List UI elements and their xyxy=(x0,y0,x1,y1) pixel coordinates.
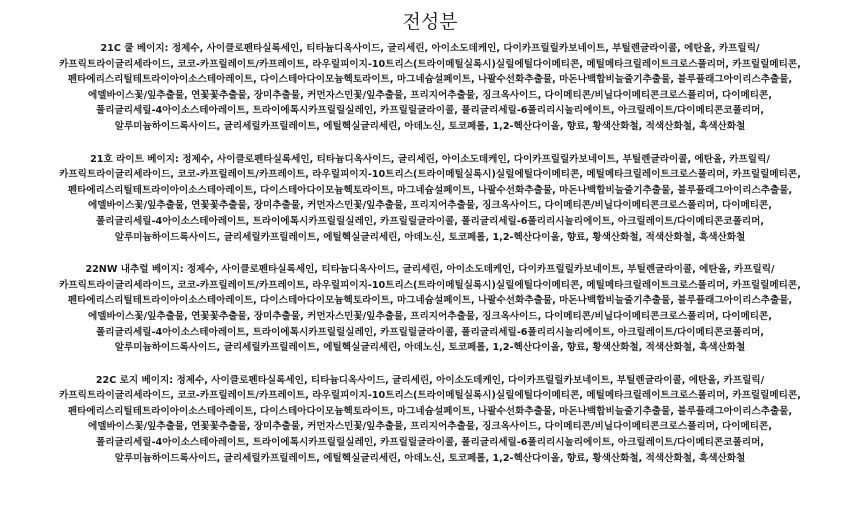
name-separator: : xyxy=(169,374,177,386)
ingredient-list: 정제수, 사이클로펜타실록세인, 티타늄디옥사이드, 글리세린, 아이소도데케인, 다이카프릴릴카보네이트, 부틸렌글라이콜, 에탄올, 카프릴릭/카프릭트라이글리세라이드, 코코-카프릴레이트/카프레이트, 라우릴피이지-10트리스(트라이메틸실록시)실릴에틸다이메티콘, 메틸메타크릴레이트크로스폴리머, 카프릴릴메티콘, 펜타에리스리틸테트라이아이소스테아레이트, 다이스테아다이모늄헥토라이트, 마그네슘설페이트, 나팔수선화추출물, 마돈나백합비늘줄기추출물, 블루플래그아이리스추출물, 에델바이스꽃/잎추출물, 연꽃꽃추출물, 장미추출물, 커먼자스민꽃/잎추출물, 프리지어추출물, 징크옥사이드, 다이메티콘/비닐다이메티콘크로스폴리머, 다이메티콘, 폴리글리세릴-4아이소스테아레이트, 트라이에톡시카프릴릴실레인, 카프릴릴글라이콜, 폴리글리세릴-6폴리리시놀리에이트, 아크릴레이트/다이메티콘코폴리머, 알루미늄하이드록사이드, 글리세릴카프릴레이트, 에틸헥실글리세린, 아데노신, 토코페롤, 1,2-헥산다이올, 향료, 황색산화철, 적색산화철, 흑색산화철 xyxy=(59,153,801,243)
ingredient-list: 정제수, 사이클로펜타실록세인, 티타늄디옥사이드, 글리세린, 아이소도데케인, 다이카프릴릴카보네이트, 부틸렌글라이콜, 에탄올, 카프릴릭/카프릭트라이글리세라이드, 코코-카프릴레이트/카프레이트, 라우릴피이지-10트리스(트라이메틸실록시)실릴에틸다이메티콘, 메틸메타크릴레이트크로스폴리머, 카프릴릴메티콘, 펜타에리스리틸테트라이아이소스테아레이트, 다이스테아다이모늄헥토라이트, 마그네슘설페이트, 나팔수선화추출물, 마돈나백합비늘줄기추출물, 블루플래그아이리스추출물, 에델바이스꽃/잎추출물, 연꽃꽃추출물, 장미추출물, 커먼자스민꽃/잎추출물, 프리지어추출물, 징크옥사이드, 다이메티콘/비닐다이메티콘크로스폴리머, 다이메티콘, 폴리글리세릴-4아이소스테아레이트, 트라이에톡시카프릴릴실레인, 카프릴릴글라이콜, 폴리글리세릴-6폴리리시놀리에이트, 아크릴레이트/다이메티콘코폴리머, 알루미늄하이드록사이드, 글리세릴카프릴레이트, 에틸헥실글리세린, 아데노신, 토코페롤, 1,2-헥산다이올, 향료, 황색산화철, 적색산화철, 흑색산화철 xyxy=(59,374,801,464)
shade-name: 22C 로지 베이지 xyxy=(95,374,170,386)
name-separator: : xyxy=(179,264,187,276)
ingredient-section-22c xyxy=(58,373,802,467)
shade-name: 21C 쿨 베이지 xyxy=(100,43,165,54)
ingredient-section-22nw xyxy=(58,262,802,356)
ingredient-list: 정제수, 사이클로펜타실록세인, 티타늄디옥사이드, 글리세린, 아이소도데케인, 다이카프릴릴카보네이트, 부틸렌글라이콜, 에탄올, 카프릴릭/카프릭트라이글리세라이드, 코코-카프릴레이트/카프레이트, 라우릴피이지-10트리스(트라이메틸실록시)실릴에틸다이메티콘, 메틸메타크릴레이트크로스폴리머, 카프릴릴메티콘, 펜타에리스리틸테트라이아이소스테아레이트, 다이스테아다이모늄헥토라이트, 마그네슘설페이트, 나팔수선화추출물, 마돈나백합비늘줄기추출물, 블루플래그아이리스추출물, 에델바이스꽃/잎추출물, 연꽃꽃추출물, 장미추출물, 커먼자스민꽃/잎추출물, 프리지어추출물, 징크옥사이드, 다이메티콘/비닐다이메티콘크로스폴리머, 다이메티콘, 폴리글리세릴-4아이소스테아레이트, 트라이에톡시카프릴릴실레인, 카프릴릴글라이콜, 폴리글리세릴-6폴리리시놀리에이트, 아크릴레이트/다이메티콘코폴리머, 알루미늄하이드록사이드, 글리세릴카프릴레이트, 에틸헥실글리세린, 아데노신, 토코페롤, 1,2-헥산다이올, 향료, 황색산화철, 적색산화철, 흑색산화철 xyxy=(59,264,801,354)
shade-name: 21호 라이트 베이지 xyxy=(90,153,176,165)
shade-name: 22NW 내추럴 베이지 xyxy=(85,264,180,276)
ingredient-section-21c xyxy=(58,41,802,135)
name-separator: : xyxy=(164,43,172,54)
name-separator: : xyxy=(175,153,183,165)
ingredient-section-21 xyxy=(58,152,802,246)
ingredient-list: 정제수, 사이클로펜타실록세인, 티타늄디옥사이드, 글리세린, 아이소도데케인, 다이카프릴릴카보네이트, 부틸렌글라이콜, 에탄올, 카프릴릭/카프릭트라이글리세라이드, 코코-카프릴레이트/카프레이트, 라우릴피이지-10트리스(트라이메틸실록시)실릴에틸다이메티콘, 메틸메타크릴레이트크로스폴리머, 카프릴릴메티콘, 펜타에리스리틸테트라이아이소스테아레이트, 다이스테아다이모늄헥토라이트, 마그네슘설페이트, 나팔수선화추출물, 마돈나백합비늘줄기추출물, 블루플래그아이리스추출물, 에델바이스꽃/잎추출물, 연꽃꽃추출물, 장미추출물, 커먼자스민꽃/잎추출물, 프리지어추출물, 징크옥사이드, 다이메티콘/비닐다이메티콘크로스폴리머, 다이메티콘, 폴리글리세릴-4아이소스테아레이트, 트라이에톡시카프릴릴실레인, 카프릴릴글라이콜, 폴리글리세릴-6폴리리시놀리에이트, 아크릴레이트/다이메티콘코폴리머, 알루미늄하이드록사이드, 글리세릴카프릴레이트, 에틸헥실글리세린, 아데노신, 토코페롤, 1,2-헥산다이올, 향료, 황색산화철, 적색산화철, 흑색산화철 xyxy=(59,43,801,132)
page-title: 전성분 xyxy=(402,11,458,33)
